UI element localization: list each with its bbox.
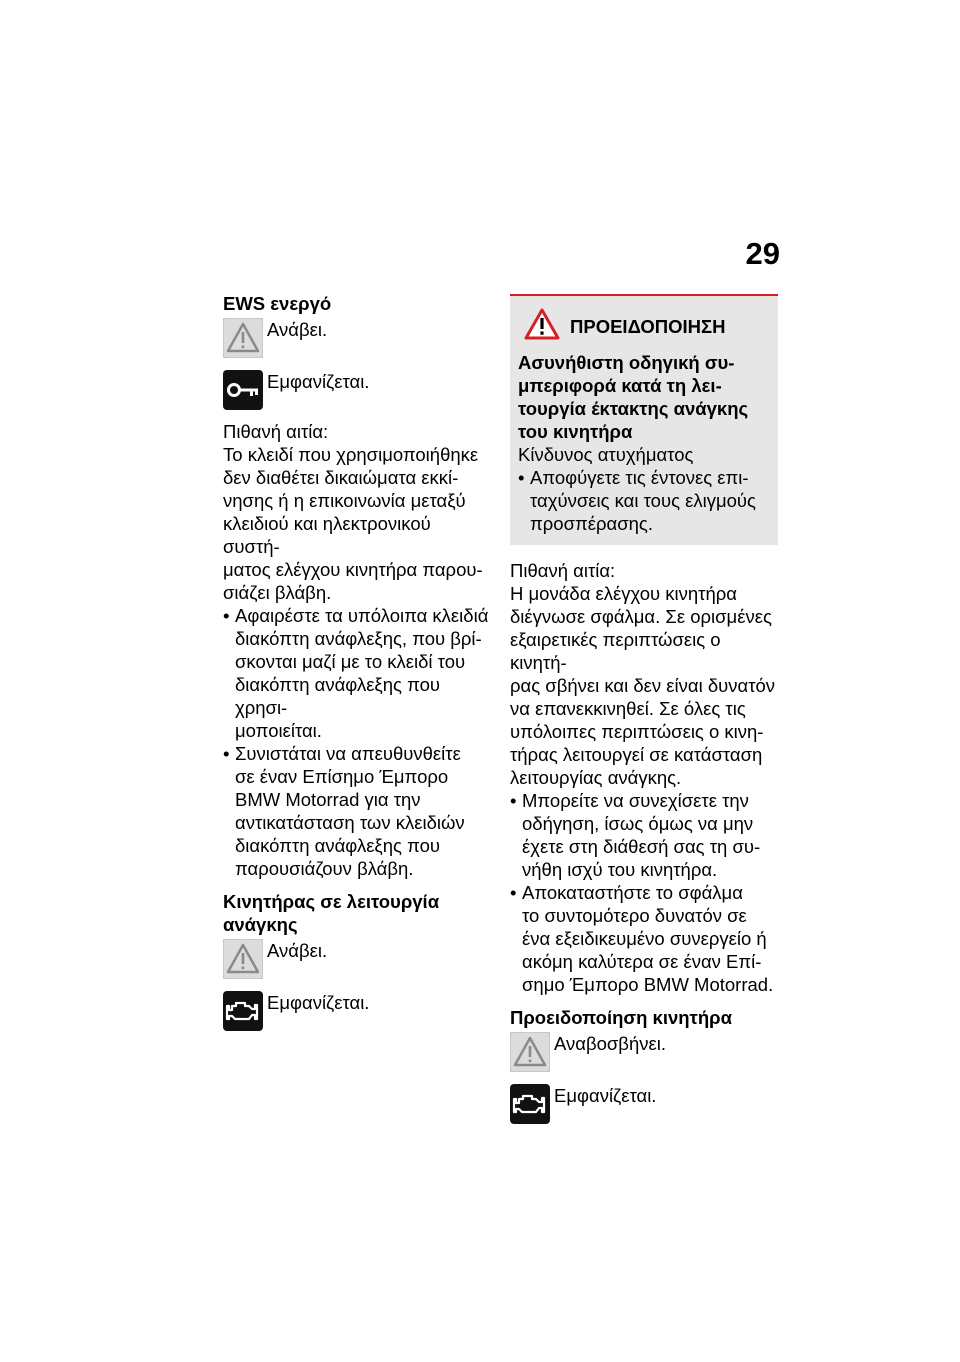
warning-heading: τουργία έκτακτης ανάγκης	[518, 398, 749, 419]
key-symbol-row	[223, 370, 491, 410]
engine-icon	[223, 991, 263, 1031]
general-warning-icon	[510, 1032, 550, 1072]
engine-symbol-text: Εμφανίζεται.	[267, 992, 370, 1013]
cause-text-line: να επανεκκινηθεί. Σε όλες τις	[510, 698, 746, 719]
section-title-emergency: Κινητήρας σε λειτουργία	[223, 891, 440, 912]
warning-light-text: Ανάβει.	[267, 319, 328, 340]
cause-label: Πιθανή αιτία:	[510, 560, 616, 581]
right-column	[510, 292, 778, 1124]
list-item: • Αφαιρέστε τα υπόλοιπα κλειδιά διακόπτη ανάφλεξης, που βρί- σκονται μαζί με το κλειδί του διακόπτη ανάφλεξης που χρησι- μοποιείται.	[223, 604, 491, 742]
cause-text-line: τήρας λειτουργεί σε κατάσταση	[510, 744, 763, 765]
left-column	[223, 292, 491, 1031]
warning-light-text: Αναβοσβήνει.	[554, 1033, 666, 1054]
key-icon	[223, 370, 263, 410]
cause-text-line: σιάζει βλάβη.	[223, 582, 332, 603]
cause-label: Πιθανή αιτία:	[223, 421, 329, 442]
bullet-list	[223, 604, 491, 880]
engine-symbol-row	[223, 991, 491, 1031]
cause-text-line: διέγνωσε σφάλμα. Σε ορισμένες	[510, 606, 772, 627]
engine-icon	[510, 1084, 550, 1124]
general-warning-icon	[223, 939, 263, 979]
list-item: • Μπορείτε να συνεχίσετε την οδήγηση, ίσως όμως να μην έχετε στη διάθεσή σας τη συ- νήθη ισχύ του κινητήρα.	[510, 789, 778, 881]
warning-heading: του κινητήρα	[518, 421, 633, 442]
cause-text-line: δεν διαθέτει δικαιώματα εκκί-	[223, 467, 459, 488]
warning-box	[510, 294, 778, 545]
key-symbol-text: Εμφανίζεται.	[267, 371, 370, 392]
warning-heading: μπεριφορά κατά τη λει-	[518, 375, 722, 396]
page-number: 29	[745, 236, 780, 271]
list-item: • Αποκαταστήστε το σφάλμα το συντομότερο δυνατόν σε ένα εξειδικευμένο συνεργείο ή ακόμη καλύτερα σε έναν Επί- σημο Έμπορο BMW Motorrad.	[510, 881, 778, 996]
cause-text-line: Το κλειδί που χρησιμοποιήθηκε	[223, 444, 479, 465]
list-item: • Αποφύγετε τις έντονες επι- ταχύνσεις και τους ελιγμούς προσπέρασης.	[518, 466, 770, 535]
bullet-list	[510, 789, 778, 996]
warning-heading: Ασυνήθιστη οδηγική συ-	[518, 352, 735, 373]
warning-light-row	[510, 1032, 778, 1072]
cause-text-line: Η μονάδα ελέγχου κινητήρα	[510, 583, 737, 604]
warning-label: ΠΡΟΕΙΔΟΠΟΙΗΣΗ	[570, 315, 726, 337]
warning-bullet-list	[518, 466, 770, 535]
cause-text-line: νησης ή η επικοινωνία μεταξύ	[223, 490, 466, 511]
warning-light-text: Ανάβει.	[267, 940, 328, 961]
cause-text-line: εξαιρετικές περιπτώσεις ο κινητή-	[510, 629, 721, 673]
warning-triangle-icon	[524, 308, 560, 345]
warning-light-row	[223, 318, 491, 358]
warning-header	[518, 308, 770, 345]
section-title-engine-warning: Προειδοποίηση κινητήρα	[510, 1007, 732, 1028]
cause-text-line: υπόλοιπες περιπτώσεις ο κινη-	[510, 721, 764, 742]
engine-symbol-text: Εμφανίζεται.	[554, 1085, 657, 1106]
cause-text-line: κλειδιού και ηλεκτρονικού συστή-	[223, 513, 431, 557]
general-warning-icon	[223, 318, 263, 358]
list-item: • Συνιστάται να απευθυνθείτε σε έναν Επίσημο Έμπορο BMW Motorrad για την αντικατάσταση των κλειδιών διακόπτη ανάφλεξης που παρουσιάζουν βλάβη.	[223, 742, 491, 880]
cause-text-line: λειτουργίας ανάγκης.	[510, 767, 682, 788]
engine-symbol-row	[510, 1084, 778, 1124]
section-title-emergency-cont: ανάγκης	[223, 914, 298, 935]
warning-light-row	[223, 939, 491, 979]
cause-text-line: ρας σβήνει και δεν είναι δυνατόν	[510, 675, 776, 696]
section-title-ews: EWS ενεργό	[223, 293, 332, 314]
warning-subtext: Κίνδυνος ατυχήματος	[518, 444, 694, 465]
cause-text-line: ματος ελέγχου κινητήρα παρου-	[223, 559, 483, 580]
